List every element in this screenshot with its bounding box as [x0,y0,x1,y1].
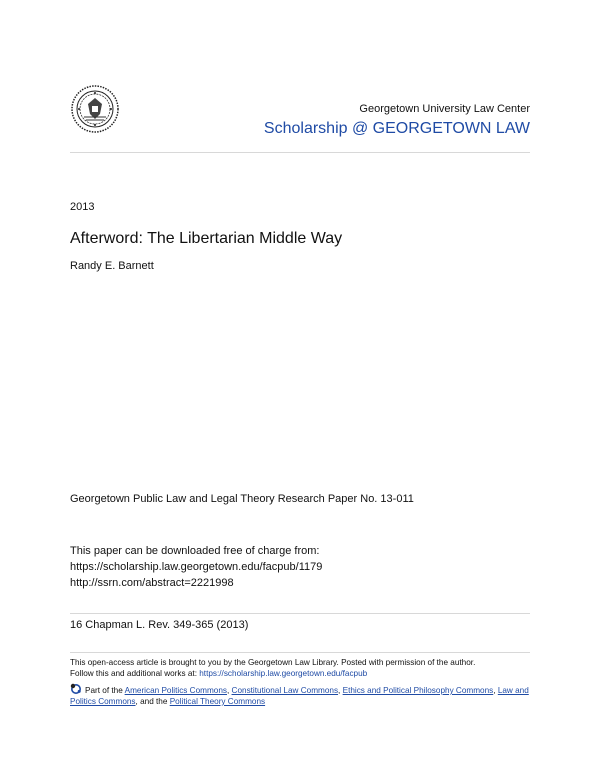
facpub-url[interactable]: https://scholarship.law.georgetown.edu/facpub/1179 [70,561,323,573]
paper-title: Afterword: The Libertarian Middle Way [70,230,343,247]
divider [70,152,530,153]
paper-author: Randy E. Barnett [70,260,154,272]
commons-link-american-politics[interactable]: American Politics Commons [124,686,227,695]
institution-name: Georgetown University Law Center [359,103,530,115]
citation: 16 Chapman L. Rev. 349-365 (2013) [70,619,249,631]
divider [70,613,530,614]
repository-link[interactable]: Scholarship @ GEORGETOWN LAW [263,120,530,137]
commons-list: Part of the American Politics Commons, Constitutional Law Commons, Ethics and Political Philosophy Commons, Law and Politics Commons, and the Political Theory Commons [70,683,540,707]
commons-link-constitutional-law[interactable]: Constitutional Law Commons [231,686,339,695]
ssrn-url[interactable]: http://ssrn.com/abstract=2221998 [70,577,234,589]
georgetown-seal-icon [70,84,120,134]
part-of-label: Part of the [85,686,125,695]
series-note: Georgetown Public Law and Legal Theory Research Paper No. 13-011 [70,493,414,505]
download-intro: This paper can be downloaded free of charge from: [70,545,320,557]
network-icon [70,683,82,695]
publication-year: 2013 [70,201,95,213]
commons-link-ethics-political-philosophy[interactable]: Ethics and Political Philosophy Commons [342,686,494,695]
access-notice [70,657,535,679]
follow-prefix: Follow this and additional works at: [70,669,200,678]
follow-link[interactable]: https://scholarship.law.georgetown.edu/facpub [199,669,368,678]
access-line: This open-access article is brought to you by the Georgetown Law Library. Posted with permission of the author. [70,658,476,667]
follow-line [70,668,535,679]
commons-link-law-and-politics[interactable]: Law and Politics Commons [70,686,529,706]
commons-link-political-theory[interactable]: Political Theory Commons [169,697,266,706]
download-info [70,543,322,591]
divider [70,652,530,653]
